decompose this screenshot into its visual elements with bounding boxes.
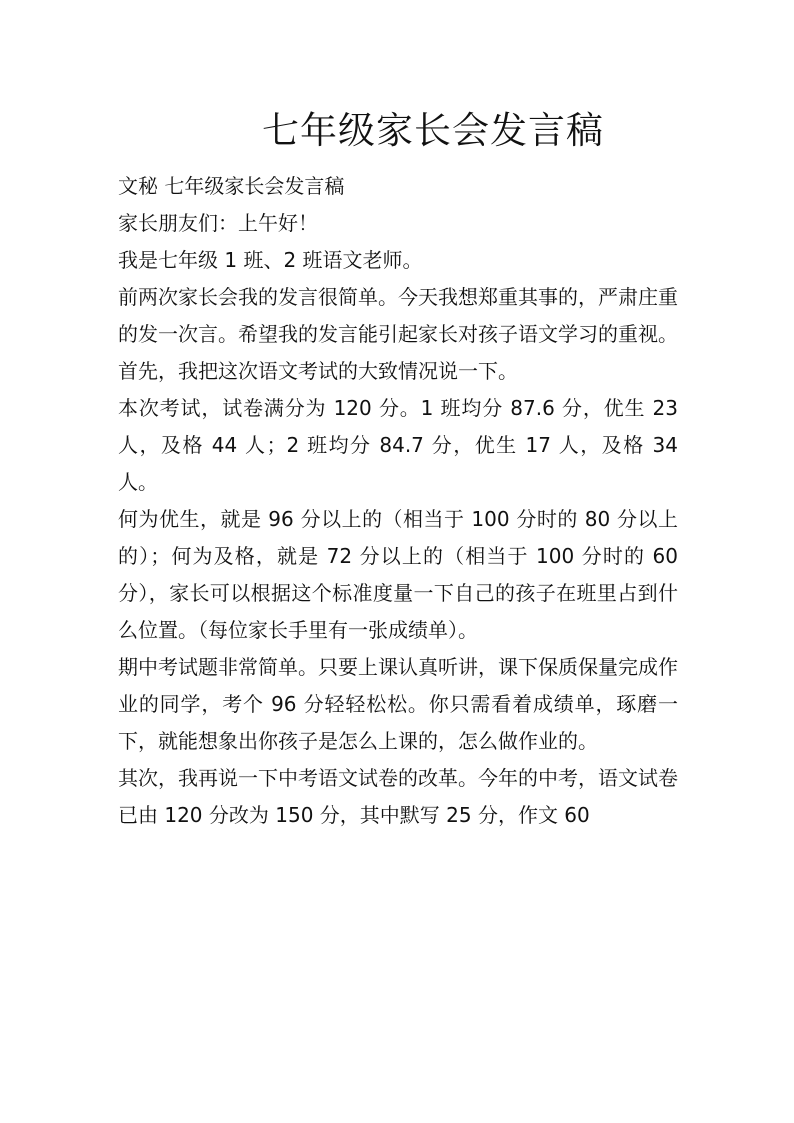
paragraph: 其次，我再说一下中考语文试卷的改革。今年的中考，语文试卷已由 120 分改为 150 分，其中默写 25 分，作文 60 [118,766,678,827]
document-title: 七年级家长会发言稿 [262,109,604,152]
paragraph-byline: 文秘 七年级家长会发言稿 [118,174,345,198]
paragraph: 首先，我把这次语文考试的大致情况说一下。 [118,359,518,383]
document-body [118,168,678,834]
paragraph: 本次考试，试卷满分为 120 分。1 班均分 87.6 分，优生 23 人，及格 44 人；2 班均分 84.7 分，优生 17 人，及格 34 人。 [118,396,678,494]
paragraph: 何为优生，就是 96 分以上的（相当于 100 分时的 80 分以上的）；何为及格，就是 72 分以上的（相当于 100 分时的 60 分），家长可以根据这个标准度量一下自己的孩子在班里占到什么位置。（每位家长手里有一张成绩单）。 [118,507,678,642]
paragraph: 前两次家长会我的发言很简单。今天我想郑重其事的，严肃庄重的发一次言。希望我的发言能引起家长对孩子语文学习的重视。 [118,285,678,346]
paragraph-greeting: 家长朋友们：上午好！ [118,211,318,235]
paragraph: 期中考试题非常简单。只要上课认真听讲，课下保质保量完成作业的同学，考个 96 分轻轻松松。你只需看着成绩单，琢磨一下，就能想象出你孩子是怎么上课的，怎么做作业的。 [118,655,678,753]
paragraph-intro: 我是七年级 1 班、2 班语文老师。 [118,248,423,272]
